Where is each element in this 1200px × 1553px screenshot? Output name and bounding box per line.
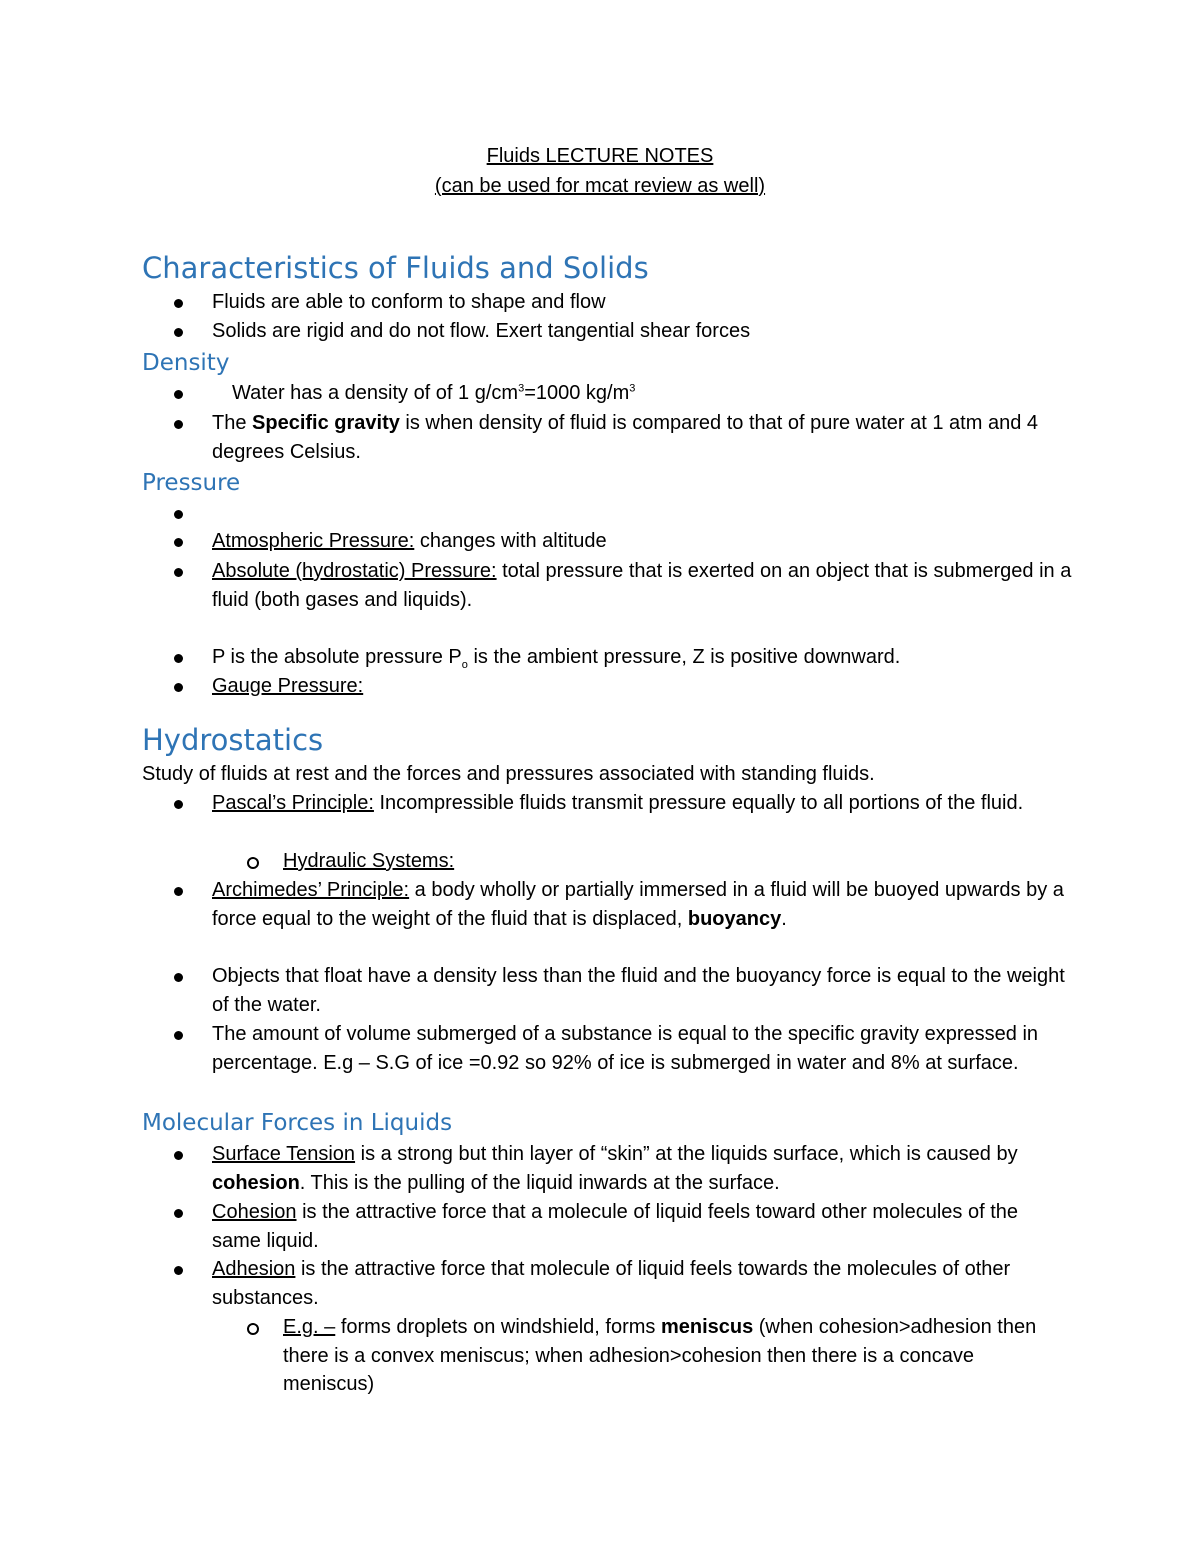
bullet-icon xyxy=(174,328,183,337)
heading-molecular-forces: Molecular Forces in Liquids xyxy=(142,1110,453,1136)
item-text: is the attractive force that a molecule of liquid feels toward other molecules of the same liquid. xyxy=(212,1201,1018,1252)
heading-density: Density xyxy=(142,350,230,376)
term-surface-tension: Surface Tension xyxy=(212,1143,356,1165)
hydrostatics-intro: Study of fluids at rest and the forces and pressures associated with standing fluids. xyxy=(142,763,875,785)
sub-list-item xyxy=(283,847,1063,876)
item-text: total pressure that is exerted on an object that is submerged in a fluid (both gases and liquids). xyxy=(212,560,1072,611)
sub-list-item xyxy=(283,1313,1043,1399)
list-item xyxy=(212,1140,1072,1197)
item-text: is the ambient pressure, Z is positive downward. xyxy=(467,646,901,668)
circle-bullet-icon xyxy=(247,1323,259,1335)
term-example: E.g. – xyxy=(283,1316,336,1338)
bullet-icon xyxy=(174,390,183,399)
term-cohesion-bold: cohesion xyxy=(212,1171,300,1194)
heading-characteristics: Characteristics of Fluids and Solids xyxy=(142,251,649,285)
term-hydraulic-systems: Hydraulic Systems: xyxy=(283,850,455,872)
list-item xyxy=(232,379,1092,408)
item-text: Solids are rigid and do not flow. Exert tangential shear forces xyxy=(212,320,751,342)
subscript: o xyxy=(461,659,468,671)
superscript: 3 xyxy=(518,382,525,395)
list-item xyxy=(212,317,1072,346)
list-item xyxy=(212,1198,1072,1255)
term-pascals-principle: Pascal’s Principle: xyxy=(212,792,374,814)
list-item xyxy=(212,962,1072,1019)
heading-pressure: Pressure xyxy=(142,470,241,496)
bullet-icon xyxy=(174,973,183,982)
item-text: . xyxy=(781,907,787,930)
list-item xyxy=(212,643,1072,672)
item-text: forms droplets on windshield, forms xyxy=(335,1316,661,1338)
term-absolute-pressure: Absolute (hydrostatic) Pressure: xyxy=(212,560,497,582)
list-item xyxy=(212,557,1072,614)
item-text: . This is the pulling of the liquid inwards at the surface. xyxy=(299,1171,780,1194)
term-meniscus: meniscus xyxy=(660,1316,754,1338)
bullet-icon xyxy=(174,538,183,547)
item-text: a body wholly or partially immersed in a fluid will be buoyed upwards by a force equal to the weight of the fluid that is displaced, xyxy=(212,879,1064,930)
water-density-text: Water has a density of of 1 g/cm xyxy=(232,382,519,404)
bullet-icon xyxy=(174,299,183,308)
item-text: Objects that float have a density less than the fluid and the buoyancy force is equal to the weight of the water. xyxy=(212,965,1065,1016)
list-item xyxy=(212,1255,1072,1312)
list-item xyxy=(212,876,1072,933)
item-text: (when cohesion>adhesion then there is a convex meniscus; when adhesion>cohesion then there is a concave meniscus) xyxy=(283,1316,1037,1396)
bullet-icon xyxy=(174,1031,183,1040)
bullet-icon xyxy=(174,1151,183,1160)
list-item xyxy=(212,288,1072,317)
bullet-icon xyxy=(174,887,183,896)
water-density-text: =1000 kg/m xyxy=(524,382,630,404)
bullet-icon xyxy=(174,683,183,692)
bullet-icon xyxy=(174,654,183,663)
item-text: The xyxy=(212,412,253,434)
term-cohesion: Cohesion xyxy=(212,1201,297,1223)
item-text: Fluids are able to conform to shape and flow xyxy=(212,291,606,313)
item-text: is when density of fluid is compared to that of pure water at 1 atm and 4 degrees Celsius. xyxy=(212,412,1038,463)
item-text: Incompressible fluids transmit pressure equally to all portions of the fluid. xyxy=(373,792,1024,814)
document-title: Fluids LECTURE NOTES xyxy=(486,145,714,167)
bullet-icon xyxy=(174,420,183,429)
term-atmospheric-pressure: Atmospheric Pressure: xyxy=(212,530,415,552)
item-text: is the attractive force that molecule of liquid feels towards the molecules of other substances. xyxy=(212,1258,1011,1309)
term-specific-gravity: Specific gravity xyxy=(252,412,400,434)
list-item xyxy=(212,672,1072,701)
list-item xyxy=(212,409,1072,466)
list-item-empty xyxy=(212,499,1072,527)
list-item xyxy=(212,527,1072,556)
bullet-icon xyxy=(174,568,183,577)
item-text: P is the absolute pressure P xyxy=(212,646,462,668)
heading-hydrostatics: Hydrostatics xyxy=(142,723,324,757)
list-item xyxy=(212,1020,1072,1077)
term-adhesion: Adhesion xyxy=(212,1258,296,1280)
bullet-icon xyxy=(174,800,183,809)
item-text: The amount of volume submerged of a substance is equal to the specific gravity expressed in percentage. E.g – S.G of ice =0.92 so 92% of ice is submerged in water and 8% at surface. xyxy=(212,1023,1039,1074)
item-text: changes with altitude xyxy=(414,530,607,552)
bullet-icon xyxy=(174,510,183,519)
list-item xyxy=(212,789,1072,818)
item-text: is a strong but thin layer of “skin” at the liquids surface, which is caused by xyxy=(355,1143,1018,1165)
circle-bullet-icon xyxy=(247,857,259,869)
superscript: 3 xyxy=(629,382,636,395)
term-gauge-pressure: Gauge Pressure: xyxy=(212,675,364,697)
document-subtitle: (can be used for mcat review as well) xyxy=(434,175,766,197)
term-buoyancy: buoyancy xyxy=(687,907,782,930)
bullet-icon xyxy=(174,1209,183,1218)
term-archimedes-principle: Archimedes’ Principle: xyxy=(212,879,410,901)
bullet-icon xyxy=(174,1266,183,1275)
